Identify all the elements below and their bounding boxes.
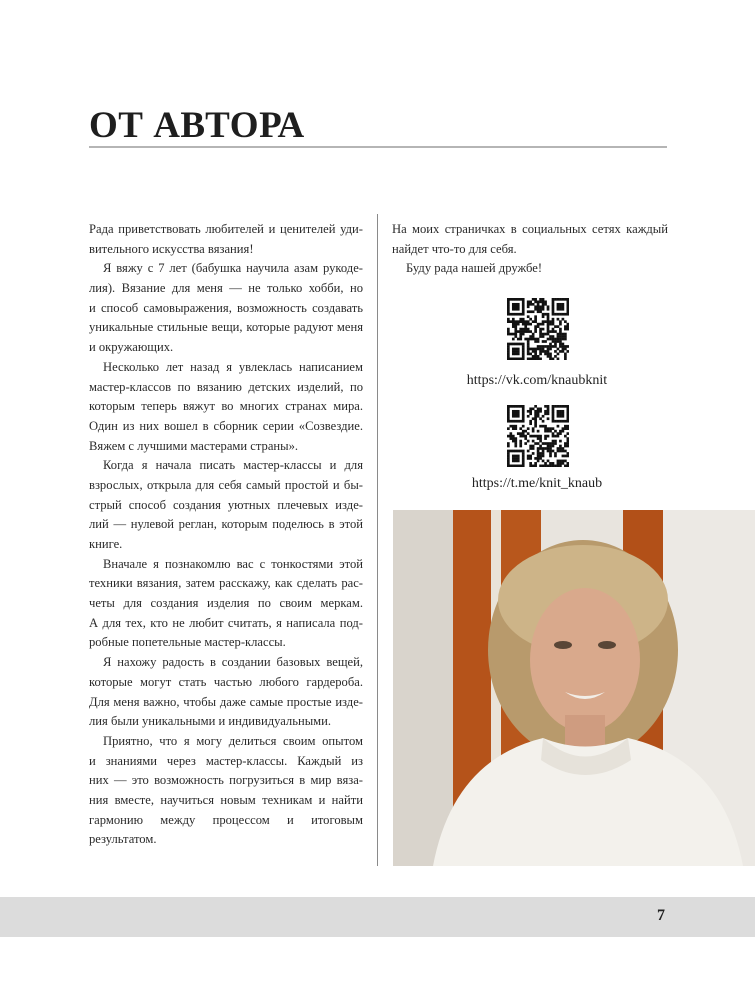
text-line: Один из них вошел в сборник серии «Созвездие. xyxy=(89,418,363,433)
text-line: найдет что-то для себя. xyxy=(392,241,517,256)
telegram-qr-code-icon[interactable] xyxy=(507,405,569,467)
text-line: лия). Вязание для меня — не только хобби, но xyxy=(89,281,363,296)
social-text-column xyxy=(392,220,668,279)
text-line: Рада приветствовать любителей и ценителей уди- xyxy=(89,222,363,236)
text-line: На моих страничках в социальных сетях каждый xyxy=(392,222,668,236)
text-line: робные попетельные мастер-классы. xyxy=(89,635,286,650)
text-line: и знаниями через мастер-классы. Каждый из xyxy=(89,753,363,768)
text-line: Буду рада нашей дружбе! xyxy=(406,261,543,276)
text-line: техники вязания, затем расскажу, как сделать рас- xyxy=(89,576,363,591)
text-line: них — это возможность погрузиться в мир вяза- xyxy=(89,773,363,788)
text-line: ния вместе, научиться новым техникам и найти xyxy=(89,792,363,807)
vk-qr-code-icon[interactable] xyxy=(507,298,569,360)
page-number: 7 xyxy=(657,907,665,924)
page-footer xyxy=(0,897,755,937)
text-line: результатом. xyxy=(89,832,157,847)
text-line: Я вяжу с 7 лет (бабушка научила азам рукоде- xyxy=(103,261,363,276)
text-line: стрый способ создания уютных плечевых изде- xyxy=(89,497,363,512)
text-line: лий — нулевой реглан, которым поделюсь в этой xyxy=(89,517,363,532)
text-line: вительного искусства вязания! xyxy=(89,241,254,256)
text-line: Вначале я познакомлю вас с тонкостями этой xyxy=(103,556,363,571)
text-line: Когда я начала писать мастер-классы и для xyxy=(103,458,363,473)
text-line: четы для создания изделия по своим меркам. xyxy=(89,596,363,611)
text-line: взрослых, открыла для себя самый простой и бы- xyxy=(89,477,363,492)
page-title: ОТ АВТОРА xyxy=(89,105,305,146)
text-line: Для меня важно, чтобы даже самые простые изде- xyxy=(89,694,363,709)
text-line: Я нахожу радость в создании базовых вещей, xyxy=(103,655,363,670)
text-line: лия были уникальными и индивидуальными. xyxy=(89,714,332,729)
column-divider xyxy=(377,214,378,866)
text-line: Несколько лет назад я увлеклась написанием xyxy=(103,359,363,374)
text-line: которые могут стать частью любого гардероба. xyxy=(89,674,363,689)
text-line: книге. xyxy=(89,537,123,551)
text-line: которым теперь вяжут во многих странах мира. xyxy=(89,399,363,414)
text-line: Приятно, что я могу делиться своим опытом xyxy=(103,733,363,748)
title-underline xyxy=(89,146,667,148)
vk-link[interactable]: https://vk.com/knaubknit xyxy=(466,373,608,388)
text-line: Вяжем с лучшими мастерами страны». xyxy=(89,438,299,453)
author-photo xyxy=(393,510,755,866)
text-line: и окружающих. xyxy=(89,340,174,355)
telegram-link[interactable]: https://t.me/knit_knaub xyxy=(471,476,603,491)
intro-text-column xyxy=(89,220,363,850)
text-line: А для тех, кто не любит считать, я написала под- xyxy=(89,615,363,630)
text-line: и способ самовыражения, возможность создавать xyxy=(89,300,363,315)
text-line: уникальные стильные вещи, которые радуют меня xyxy=(89,320,363,335)
text-line: мастер-классов по вязанию детских изделий, по xyxy=(89,379,363,394)
text-line: гармонию между процессом и итоговым xyxy=(89,812,363,827)
